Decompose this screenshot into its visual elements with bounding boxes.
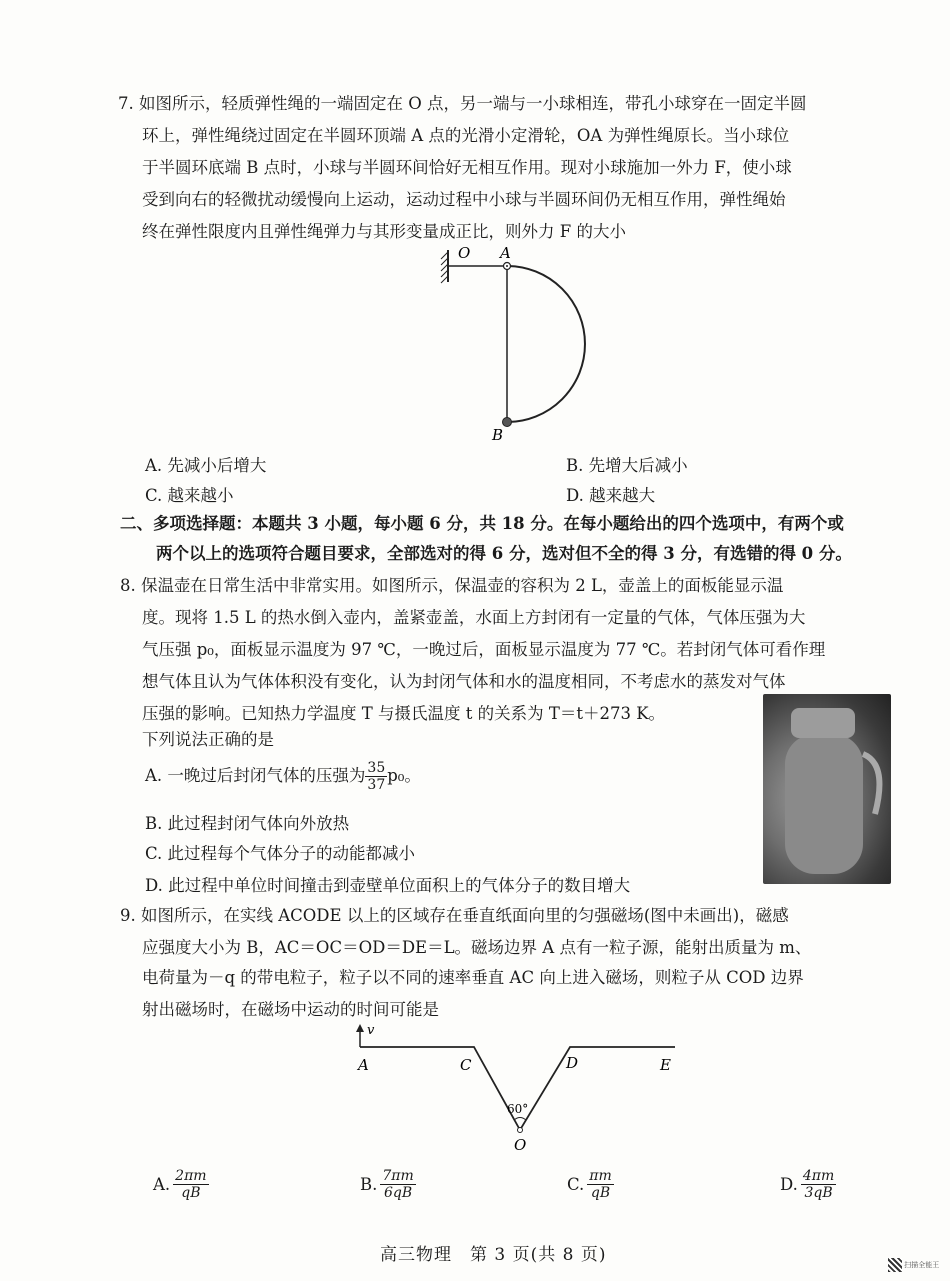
semicircle-ring xyxy=(507,266,585,422)
q9-option-d: D. $\frac{4\pi m}{3qB}$ xyxy=(780,1168,835,1201)
q9-line-3: 电荷量为－q 的带电粒子，粒子以不同的速率垂直 AC 向上进入磁场，则粒子从 COD 边界 xyxy=(142,968,804,987)
label-v: v xyxy=(367,1023,375,1038)
q9-option-b: B. $\frac{7\pi m}{6qB}$ xyxy=(360,1168,414,1201)
angle-arc xyxy=(514,1118,526,1121)
q7-option-a: A. 先减小后增大 xyxy=(145,456,267,475)
label-c: C xyxy=(460,1056,472,1074)
qr-icon xyxy=(888,1258,902,1272)
q7-line-4: 受到向右的轻微扰动缓慢向上运动，运动过程中小球与半圆环间仍无相互作用，弹性绳始 xyxy=(142,190,786,209)
label-b: B xyxy=(492,426,504,444)
label-o: O xyxy=(514,1136,527,1154)
label-e: E xyxy=(660,1056,671,1074)
q7-option-b: B. 先增大后减小 xyxy=(566,456,688,475)
q8-option-b: B. 此过程封闭气体向外放热 xyxy=(145,814,350,833)
q9-figure xyxy=(350,1020,690,1155)
q8-line-4: 想气体且认为气体体积没有变化，认为封闭气体和水的温度相同，不考虑水的蒸发对气体 xyxy=(142,672,786,691)
q7-figure xyxy=(430,240,630,450)
q9-line-2: 应强度大小为 B，AC＝OC＝OD＝DE＝L。磁场边界 A 点有一粒子源，能射出质量为 m、 xyxy=(142,938,812,957)
label-d: D xyxy=(566,1054,579,1072)
q8-line-1: 8. 保温壶在日常生活中非常实用。如图所示，保温壶的容积为 2 L，壶盖上的面板能显示温 xyxy=(120,576,784,595)
label-a: A xyxy=(358,1056,369,1074)
ball-b xyxy=(503,418,512,427)
q7-line-1: 7. 如图所示，轻质弹性绳的一端固定在 O 点，另一端与一小球相连，带孔小球穿在一固定半圆 xyxy=(118,94,807,113)
q7-option-c: C. 越来越小 xyxy=(145,486,234,505)
label-a: A xyxy=(500,244,511,262)
q9-option-c: C. $\frac{\pi m}{qB}$ xyxy=(567,1168,612,1201)
q8-line-2: 度。现将 1.5 L 的热水倒入壶内，盖紧壶盖，水面上方封闭有一定量的气体，气体压强为大 xyxy=(142,608,806,627)
fraction-35-37: $\frac{35}{37}$ xyxy=(367,760,386,793)
q7-line-2: 环上，弹性绳绕过固定在半圆环顶端 A 点的光滑小定滑轮，OA 为弹性绳原长。当小球位 xyxy=(142,126,790,145)
q7-line-3: 于半圆环底端 B 点时，小球与半圆环间恰好无相互作用。现对小球施加一外力 F，使小球 xyxy=(142,158,792,177)
q8-option-a: A. 一晚过后封闭气体的压强为 $\frac{35}{37}$ p₀。 xyxy=(145,760,421,793)
q8-line-6: 下列说法正确的是 xyxy=(142,730,274,749)
q7-line-5: 终在弹性限度内且弹性绳弹力与其形变量成正比，则外力 F 的大小 xyxy=(142,222,626,241)
section2-line-2: 两个以上的选项符合题目要求，全部选对的得 6 分，选对但不全的得 3 分，有选错的得 0 分。 xyxy=(156,544,852,563)
page-footer: 高三物理 第 3 页(共 8 页) xyxy=(380,1245,607,1265)
scanner-stamp: 扫描全能王 xyxy=(888,1258,946,1276)
q9-line-1: 9. 如图所示，在实线 ACODE 以上的区域存在垂直纸面向里的匀强磁场(图中未画出)，磁感 xyxy=(120,906,789,925)
q8-line-3: 气压强 p₀，面板显示温度为 97 ℃，一晚过后，面板显示温度为 77 ℃。若封闭气体可看作理 xyxy=(142,640,826,659)
q8-line-5: 压强的影响。已知热力学温度 T 与摄氏温度 t 的关系为 T＝t＋273 K。 xyxy=(142,704,666,723)
point-o xyxy=(518,1128,523,1133)
q7-option-d: D. 越来越大 xyxy=(566,486,656,505)
label-o: O xyxy=(458,244,471,262)
q8-option-c: C. 此过程每个气体分子的动能都减小 xyxy=(145,844,416,863)
section2-line-1: 二、多项选择题：本题共 3 小题，每小题 6 分，共 18 分。在每小题给出的四个选项中，有两个或 xyxy=(120,514,844,533)
q8-option-d: D. 此过程中单位时间撞击到壶壁单位面积上的气体分子的数目增大 xyxy=(145,876,631,895)
angle-60: 60° xyxy=(507,1102,529,1116)
q9-option-a: A. $\frac{2\pi m}{qB}$ xyxy=(153,1168,207,1201)
q9-line-4: 射出磁场时，在磁场中运动的时间可能是 xyxy=(142,1000,439,1019)
thermos-photo xyxy=(763,694,891,884)
